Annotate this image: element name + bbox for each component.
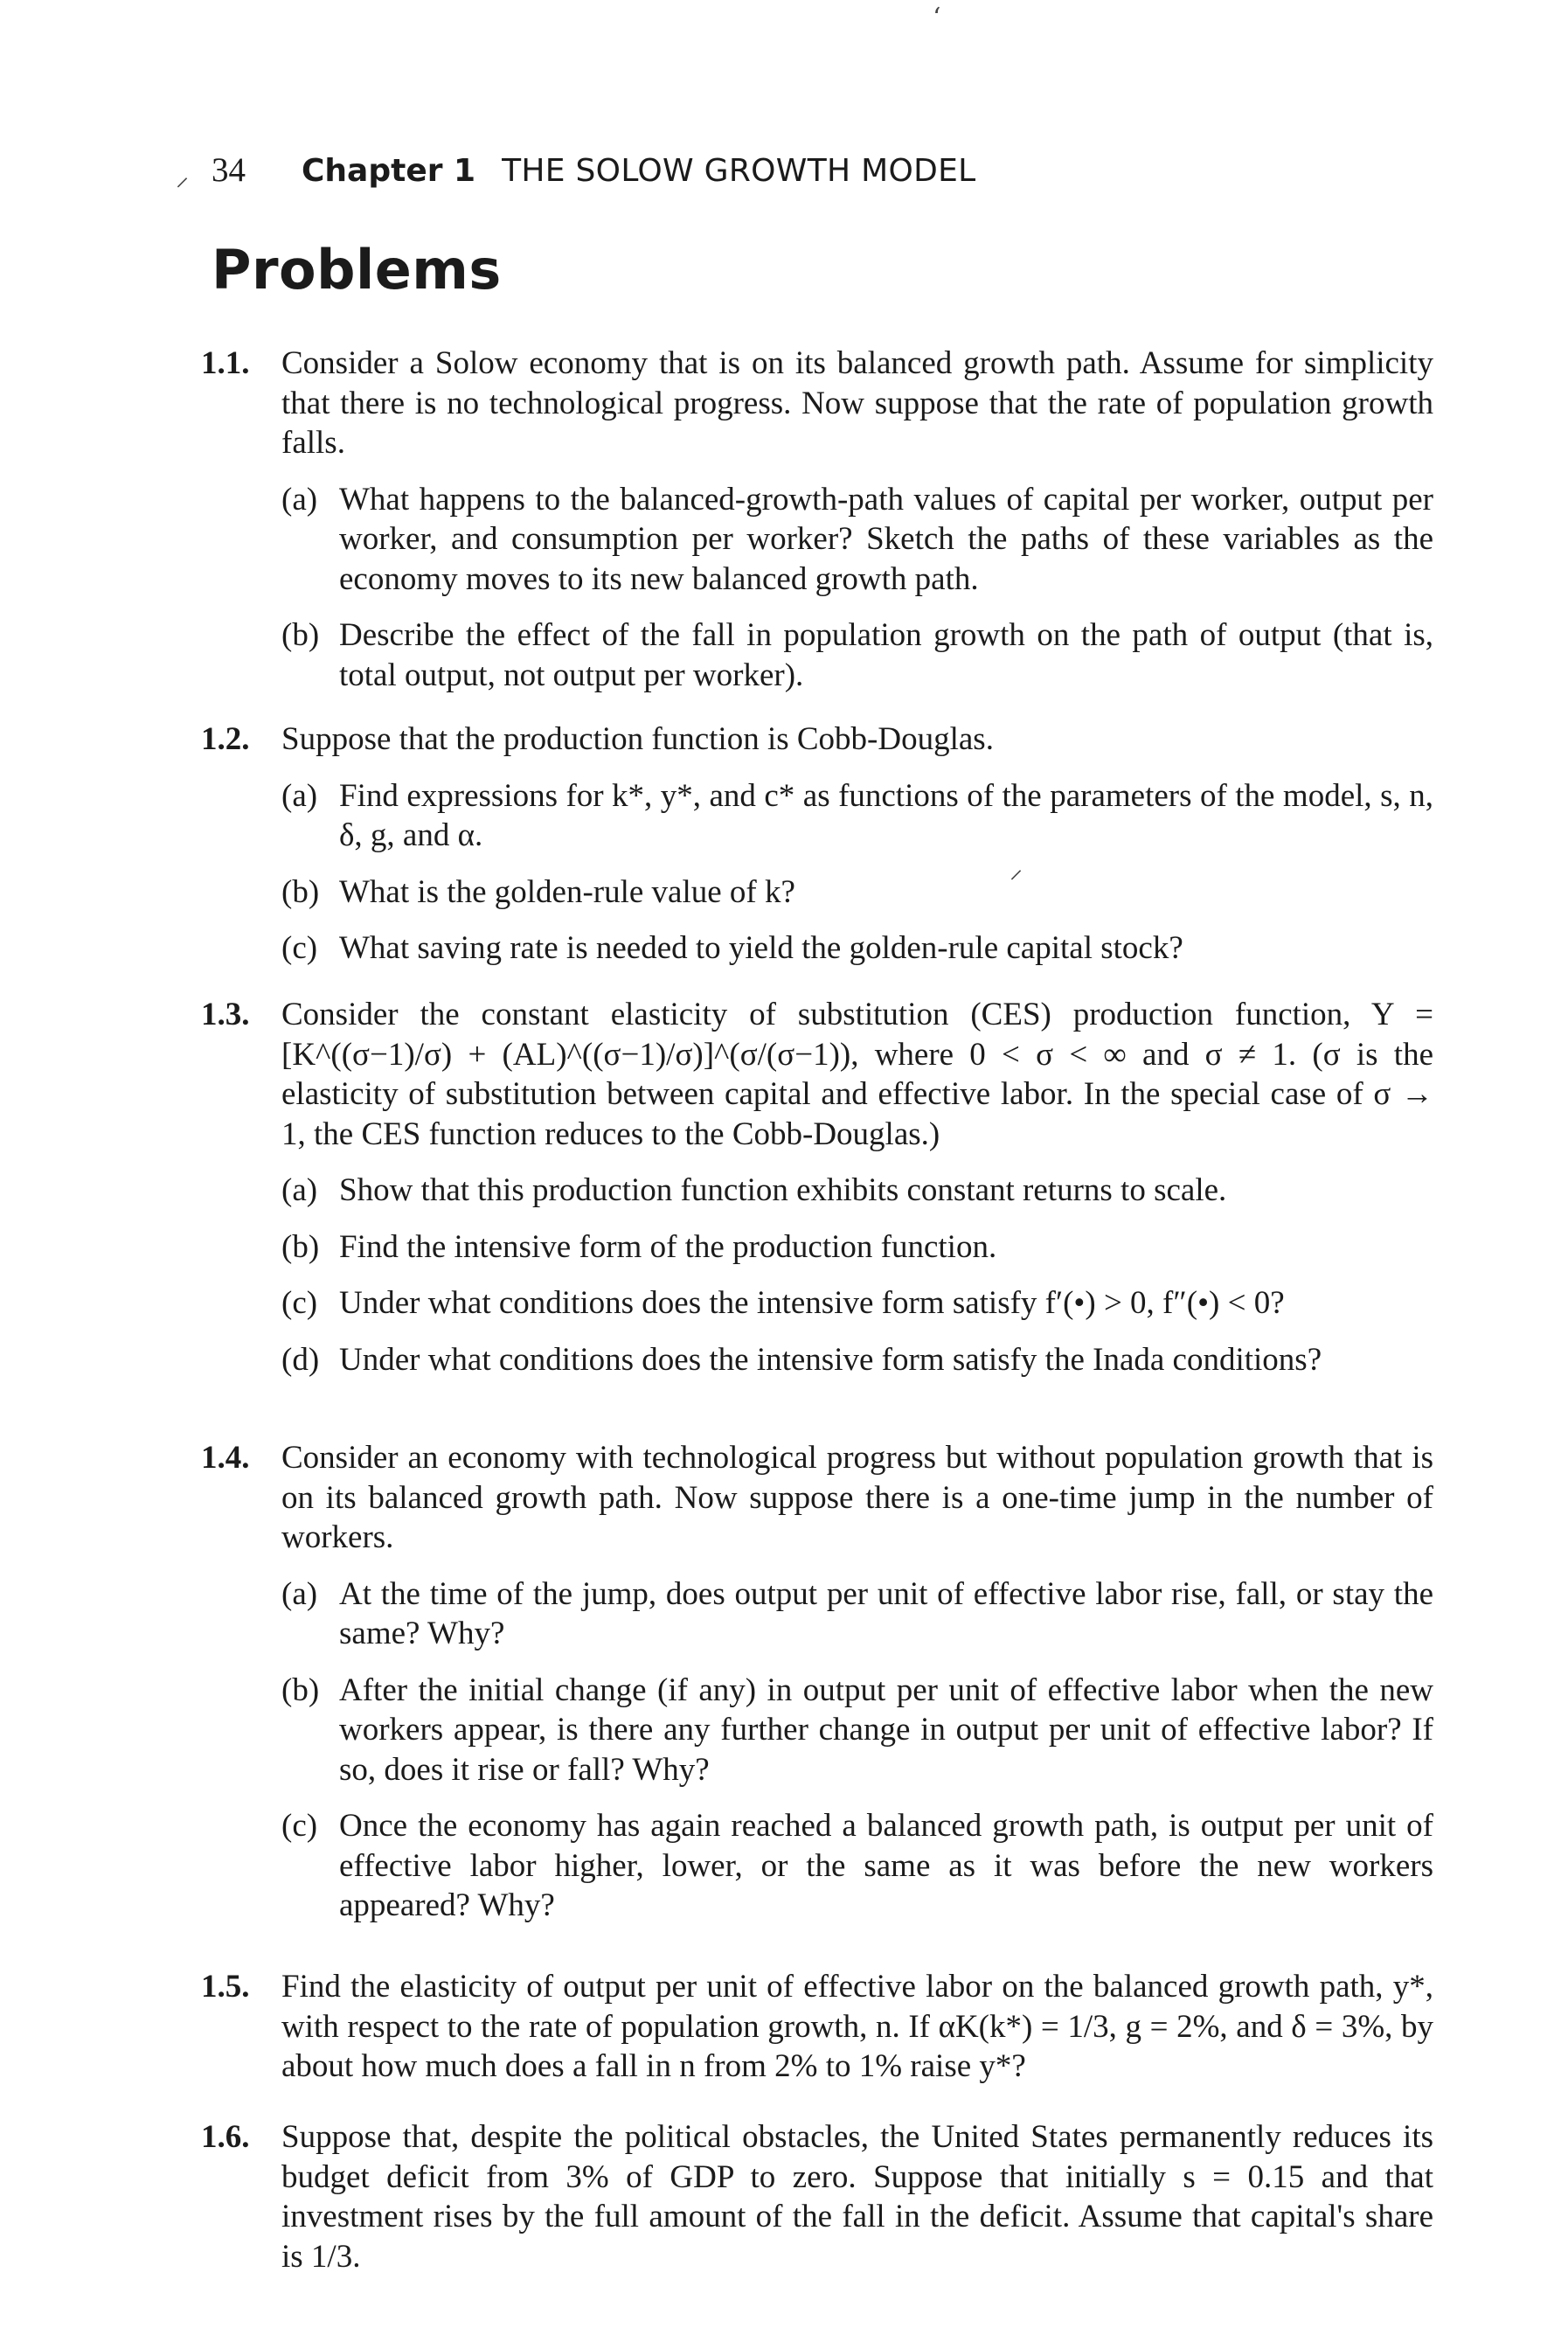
subpart-c <box>281 928 1433 969</box>
problem-text: Suppose that the production function is Cobb-Douglas. <box>281 721 994 757</box>
chapter-title: THE SOLOW GROWTH MODEL <box>502 153 976 189</box>
problem-1-6 <box>201 2117 1433 2276</box>
section-title: Problems <box>212 238 502 302</box>
subpart-b <box>281 1227 1433 1268</box>
problem-1-5 <box>201 1967 1433 2087</box>
problem-number: 1.2. <box>201 721 250 757</box>
problem-1-1 <box>201 344 1433 695</box>
subpart-c <box>281 1806 1433 1926</box>
problem-1-4 <box>201 1438 1433 1926</box>
subpart-c <box>281 1283 1433 1324</box>
subpart-text: What saving rate is needed to yield the golden-rule capital stock? <box>339 930 1183 966</box>
subpart-text: Find expressions for k*, y*, and c* as functions of the parameters of the model, s, n, δ, g, and α. <box>339 777 1433 853</box>
subpart-text: What is the golden-rule value of k? <box>339 873 795 910</box>
problem-number: 1.4. <box>201 1440 250 1476</box>
margin-mark-right: ⸝ <box>1009 854 1023 885</box>
subpart-a <box>281 1574 1433 1654</box>
problem-number: 1.1. <box>201 345 250 381</box>
subpart-b <box>281 872 1433 913</box>
problem-text: Find the elasticity of output per unit of effective labor on the balanced growth path, y*, with respect to the rate of population growth, n. If αK(k*) = 1/3, g = 2%, and δ = 3%, by about how much does a fall in n from 2% to 1% raise y*? <box>281 1969 1433 2084</box>
problem-text: Consider a Solow economy that is on its balanced growth path. Assume for simplicity that there is no technological progress. Now suppose that the rate of population growth falls. <box>281 345 1433 461</box>
subpart-label: (c) <box>281 1808 318 1844</box>
problem-1-3 <box>201 995 1433 1379</box>
subpart-label: (a) <box>281 1575 318 1612</box>
subpart-text: Under what conditions does the intensive form satisfy the Inada conditions? <box>339 1341 1322 1378</box>
subpart-text: Describe the effect of the fall in population growth on the path of output (that is, total output, not output per worker). <box>339 617 1433 693</box>
subpart-text: What happens to the balanced-growth-path values of capital per worker, output per worker, and consumption per worker? Sketch the paths of these variables as the economy moves to its new balanced growth path. <box>339 481 1433 597</box>
subpart-text: Once the economy has again reached a balanced growth path, is output per unit of effective labor higher, lower, or the same as it was before the new workers appeared? Why? <box>339 1808 1433 1923</box>
margin-mark-top: ‘ <box>933 3 941 33</box>
problem-number: 1.5. <box>201 1969 250 2005</box>
subpart-label: (b) <box>281 1228 320 1265</box>
subpart-text: After the initial change (if any) in output per unit of effective labor when the new workers appear, is there any further change in output per unit of effective labor? If so, does it rise or fall? Why? <box>339 1671 1433 1788</box>
subpart-d <box>281 1340 1433 1380</box>
subpart-a <box>281 1171 1433 1211</box>
subpart-label: (d) <box>281 1341 320 1378</box>
subpart-text: Find the intensive form of the production function. <box>339 1228 997 1265</box>
subpart-b <box>281 615 1433 695</box>
problem-text: Suppose that, despite the political obstacles, the United States permanently reduces its budget deficit from 3% of GDP to zero. Suppose that initially s = 0.15 and that investment rises by the full amount of the fall in the deficit. Assume that capital's share is 1/3. <box>281 2119 1433 2275</box>
problem-text: Consider the constant elasticity of substitution (CES) production function, Y = [K^((σ−1)/σ) + (AL)^((σ−1)/σ)]^(σ/(σ−1)), where 0 < σ < ∞ and σ ≠ 1. (σ is the elasticity of substitution between capital and effective labor. In the special case of σ → 1, the CES function reduces to the Cobb-Douglas.) <box>281 997 1433 1152</box>
subpart-a <box>281 776 1433 856</box>
subpart-label: (c) <box>281 1285 318 1321</box>
margin-mark-left: ⸝ <box>176 162 189 192</box>
subpart-label: (a) <box>281 777 318 814</box>
subpart-label: (a) <box>281 1172 318 1208</box>
problem-number: 1.3. <box>201 997 250 1032</box>
page-number: 34 <box>212 151 246 189</box>
subpart-label: (a) <box>281 481 318 518</box>
subpart-text: Show that this production function exhibits constant returns to scale. <box>339 1172 1227 1208</box>
subpart-label: (b) <box>281 617 320 653</box>
subpart-b <box>281 1671 1433 1790</box>
chapter-label: Chapter 1 <box>302 153 476 189</box>
subpart-label: (b) <box>281 873 320 910</box>
problem-text: Consider an economy with technological progress but without population growth that is on its balanced growth path. Now suppose there is a one-time jump in the number of workers. <box>281 1440 1433 1555</box>
problem-number: 1.6. <box>201 2119 250 2155</box>
subpart-text: At the time of the jump, does output per unit of effective labor rise, fall, or stay the same? Why? <box>339 1575 1433 1651</box>
subpart-text: Under what conditions does the intensive form satisfy f′(•) > 0, f″(•) < 0? <box>339 1285 1285 1321</box>
problem-1-2 <box>201 719 1433 969</box>
subpart-label: (c) <box>281 930 318 966</box>
subpart-a <box>281 480 1433 600</box>
subpart-label: (b) <box>281 1671 320 1708</box>
